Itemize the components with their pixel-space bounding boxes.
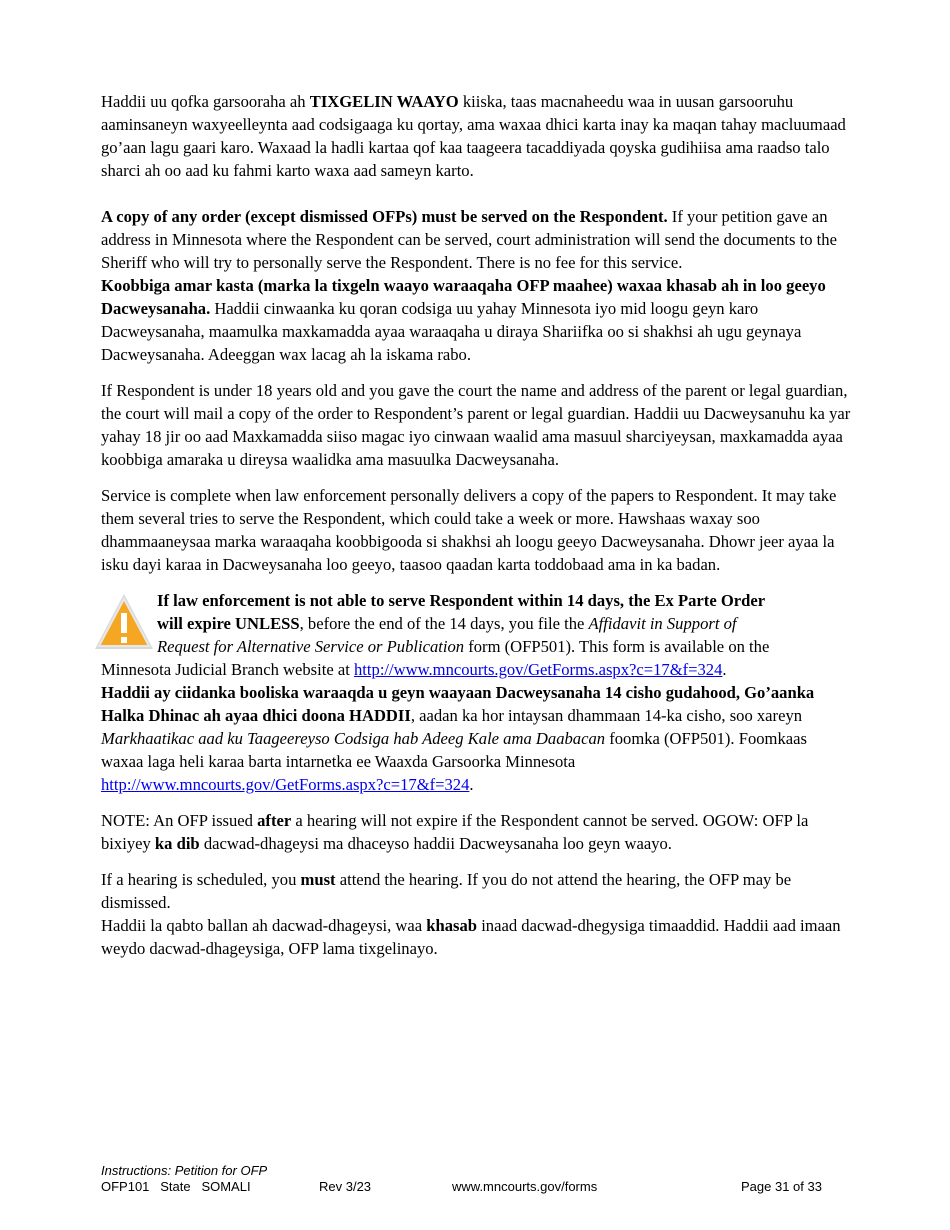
- forms-link-somali[interactable]: http://www.mncourts.gov/GetForms.aspx?c=17&f=324: [101, 775, 470, 794]
- warning-somali: Haddii ay ciidanka booliska waraaqda u geyn waayaan Dacweysanaha 14 cisho gudahood, Go’aanka Halka Dhinac ah ayaa dhici doona HADDII, aadan ka hor intaysan dhammaan 14-ka cisho, soo xareyn Markhaatikac aad ku Taageereyso Codsiga hab Adeeg Kale ama Daabacan foomka (OFP501). Foomkaas waxaa laga heli karaa barta intarnetka ee Waaxda Garsoorka Minnesota http://www.mncourts.gov/GetForms.aspx?c=17&f=324.: [101, 683, 815, 794]
- paragraph-service-complete: Service is complete when law enforcement personally delivers a copy of the papers to Respondent. It may take them several tries to serve the Respondent, which could take a week or more. Hawshaas waxay soo dhammaaneysaa marka waraaqaha koobbigooda si shakhsi ah loogu geeyo Dacweysanaha. Dhowr jeer ayaa la isku dayi karaa in Dacweysanaha loo geeyo, taasoo qaadan karta toddobaad ama in ka badan.: [101, 486, 837, 574]
- warning-line-1: If law enforcement is not able to serve Respondent within 14 days, the Ex Parte Order: [157, 591, 766, 610]
- warning-line-2: will expire UNLESS, before the end of the 14 days, you file the Affidavit in Support of: [157, 614, 737, 633]
- warning-line-4: Minnesota Judicial Branch website at http://www.mncourts.gov/GetForms.aspx?c=17&f=324.: [101, 660, 727, 679]
- document-body: [101, 90, 853, 960]
- paragraph-minor-respondent: If Respondent is under 18 years old and you gave the court the name and address of the parent or legal guardian, the court will mail a copy of the order to Respondent’s parent or legal guardian. Haddii uu Dacweysanuhu ka yar yahay 18 jir oo aad Maxkamadda siiso magac iyo cinwaan waalid ama masuul sharciyeysan, maxkamadda ayaa koobbiga amaraka u direysa waalidka ama masuulka Dacweysanaha.: [101, 381, 851, 469]
- footer-website: www.mncourts.gov/forms: [452, 1179, 598, 1194]
- paragraph-note: NOTE: An OFP issued after a hearing will not expire if the Respondent cannot be served. OGOW: OFP la bixiyey ka dib dacwad-dhageysi ma dhaceyso haddii Dacweysanaha loo geyn waayo.: [101, 811, 809, 853]
- footer-title: Instructions: Petition for OFP: [101, 1163, 268, 1178]
- paragraph-hearing-english: If a hearing is scheduled, you must attend the hearing. If you do not attend the hearing, the OFP may be dismissed.: [101, 870, 792, 912]
- warning-line-3: Request for Alternative Service or Publication form (OFP501). This form is available on the: [157, 637, 770, 656]
- footer-page-number: Page 31 of 33: [741, 1179, 822, 1194]
- paragraph-service-somali: Koobbiga amar kasta (marka la tixgeln waayo waraaqaha OFP maahee) waxaa khasab ah in loo geeyo Dacweysanaha. Haddii cinwaanka ku qoran codsiga uu yahay Minnesota iyo mid loogu geyn karo Dacweysanaha, maamulka maxkamadda ayaa waraaqaha u diraya Shariifka oo si shakhsi ah ugu geynaya Dacweysanaha. Adeeggan wax lacag ah la iskama rabo.: [101, 276, 826, 364]
- footer-form-id: OFP101 State SOMALI: [101, 1179, 251, 1194]
- warning-block: [101, 589, 853, 796]
- forms-link-english[interactable]: http://www.mncourts.gov/GetForms.aspx?c=17&f=324: [354, 660, 723, 679]
- footer-revision: Rev 3/23: [319, 1179, 372, 1194]
- paragraph-service-english: A copy of any order (except dismissed OFPs) must be served on the Respondent. If your petition gave an address in Minnesota where the Respondent can be served, court administration will send the documents to the Sheriff who will try to personally serve the Respondent. There is no fee for this service.: [101, 207, 837, 272]
- page-footer: [101, 1163, 841, 1195]
- paragraph-hearing-somali: Haddii la qabto ballan ah dacwad-dhageysi, waa khasab inaad dacwad-dhegysiga timaaddid. Haddii aad imaan weydo dacwad-dhageysiga, OFP lama tixgelinayo.: [101, 916, 841, 958]
- warning-triangle-icon: [93, 591, 155, 653]
- paragraph-dismissal-somali: Haddii uu qofka garsooraha ah TIXGELIN WAAYO kiiska, taas macnaheedu waa in uusan garsooruhu aaminsaneyn waxyeelleynta aad codsigaaga ku qortay, ama waxaa dhici karta inay ka maqan tahay macluumaad go’aan lagu gaari karo. Waxaad la hadli kartaa qof kaa taageera tacaddiyada qoyska gudihiisa ama raadso talo sharci ah oo aad ku fahmi karto waxa aad sameyn karto.: [101, 92, 846, 180]
